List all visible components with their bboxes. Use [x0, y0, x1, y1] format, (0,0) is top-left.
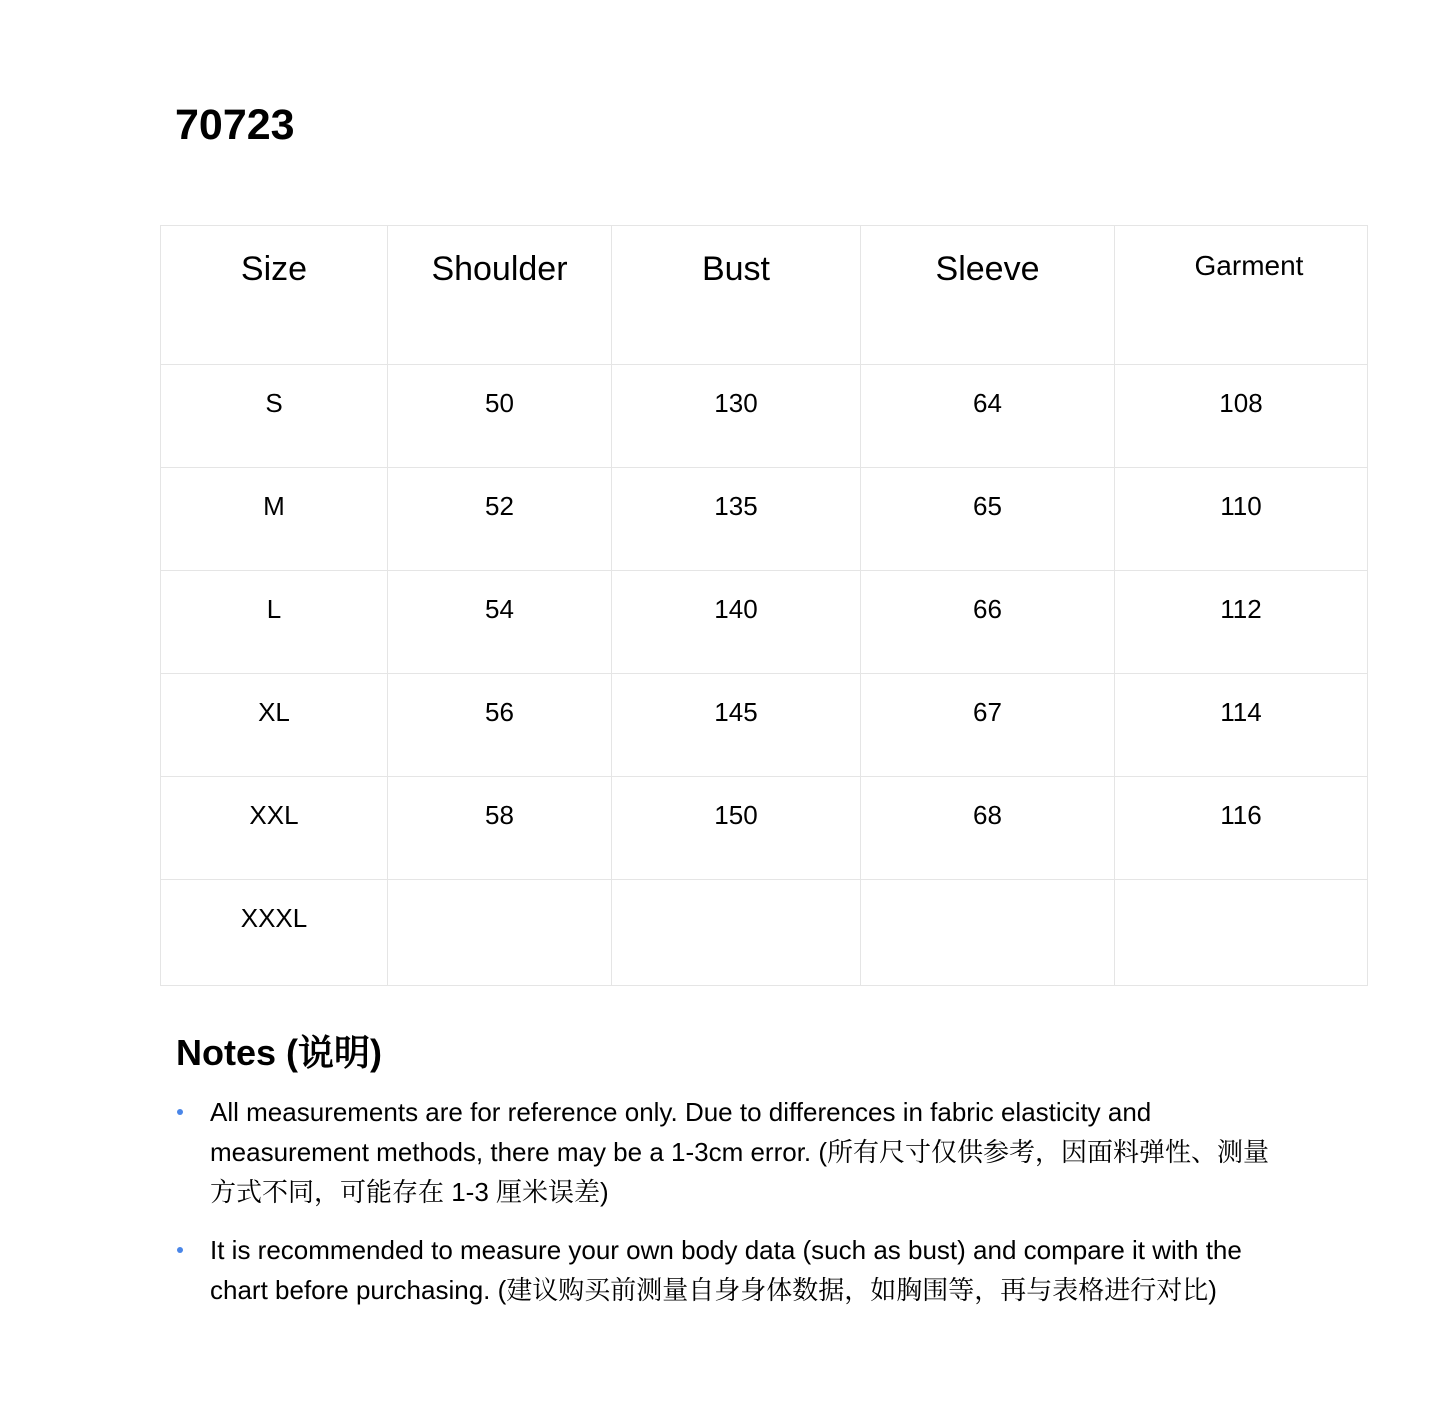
- table-row: [161, 468, 1368, 571]
- table-cell-size: M: [161, 468, 388, 571]
- column-header-sleeve: Sleeve: [861, 226, 1115, 365]
- size-chart-table: [160, 225, 1368, 986]
- table-cell-bust: 130: [612, 365, 861, 468]
- table-cell-shoulder: 50: [388, 365, 612, 468]
- page-title: 70723: [175, 101, 295, 149]
- dot-icon: [177, 1247, 183, 1253]
- table-cell-bust: 145: [612, 674, 861, 777]
- note-text: It is recommended to measure your own body data (such as bust) and compare it with the chart before purchasing. (建议购买前测量自身身体数据，如胸围等，再与表格进行对比): [210, 1235, 1242, 1305]
- column-header-garment: Garment: [1115, 226, 1368, 365]
- table-cell-garment: 114: [1115, 674, 1368, 777]
- column-header-shoulder: Shoulder: [388, 226, 612, 365]
- column-header-bust: Bust: [612, 226, 861, 365]
- table-cell-size: L: [161, 571, 388, 674]
- table-cell-shoulder: 56: [388, 674, 612, 777]
- table-cell-sleeve: [861, 880, 1115, 986]
- table-row: [161, 880, 1368, 986]
- table-cell-size: S: [161, 365, 388, 468]
- notes-list: [210, 1092, 1275, 1328]
- table-cell-bust: 135: [612, 468, 861, 571]
- table-cell-shoulder: [388, 880, 612, 986]
- table-cell-bust: 140: [612, 571, 861, 674]
- notes-title: Notes (说明): [176, 1032, 382, 1073]
- table-cell-garment: 116: [1115, 777, 1368, 880]
- table-cell-size: XXXL: [161, 880, 388, 986]
- note-text: All measurements are for reference only. Due to differences in fabric elasticity and measurement methods, there may be a 1-3cm error. (所有尺寸仅供参考，因面料弹性、测量方式不同，可能存在 1-3 厘米误差): [210, 1097, 1270, 1207]
- table-cell-sleeve: 64: [861, 365, 1115, 468]
- table-cell-sleeve: 65: [861, 468, 1115, 571]
- table-row: [161, 365, 1368, 468]
- table-header-row: [161, 226, 1368, 365]
- table-cell-size: XL: [161, 674, 388, 777]
- table-cell-garment: [1115, 880, 1368, 986]
- table-row: [161, 674, 1368, 777]
- table-cell-garment: 110: [1115, 468, 1368, 571]
- table-cell-sleeve: 68: [861, 777, 1115, 880]
- column-header-size: Size: [161, 226, 388, 365]
- note-item: [210, 1092, 1275, 1212]
- table-cell-bust: 150: [612, 777, 861, 880]
- table-cell-size: XXL: [161, 777, 388, 880]
- table-cell-sleeve: 67: [861, 674, 1115, 777]
- table-cell-shoulder: 54: [388, 571, 612, 674]
- table-cell-shoulder: 58: [388, 777, 612, 880]
- note-item: [210, 1230, 1275, 1310]
- table-cell-garment: 108: [1115, 365, 1368, 468]
- dot-icon: [177, 1109, 183, 1115]
- table-cell-sleeve: 66: [861, 571, 1115, 674]
- table-row: [161, 571, 1368, 674]
- table-cell-garment: 112: [1115, 571, 1368, 674]
- table-cell-shoulder: 52: [388, 468, 612, 571]
- table-row: [161, 777, 1368, 880]
- table-cell-bust: [612, 880, 861, 986]
